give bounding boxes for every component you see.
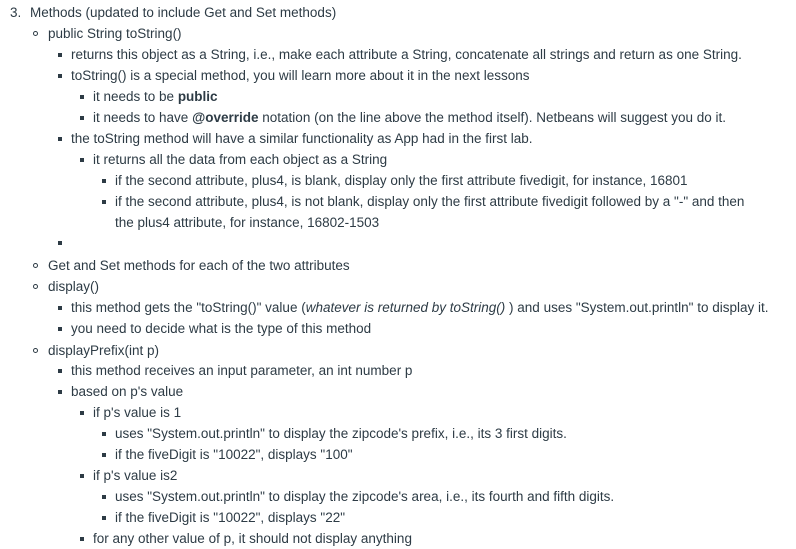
public-prefix: it needs to be (93, 89, 178, 104)
prefix-based: based on p's value (71, 384, 184, 399)
square-bullet-icon (80, 411, 84, 415)
square-bullet-icon (80, 537, 84, 541)
tostring-public-line (93, 86, 218, 107)
prefix-if2: if p's value is2 (93, 468, 178, 483)
tostring-notblank-case-line1: if the second attribute, plus4, is not blank, display only the first attribute fivedigit followed by a "-" and then (115, 194, 745, 209)
public-keyword: public (177, 89, 218, 104)
display-gets-suffix: ) and uses "System.out.println" to display it. (505, 300, 769, 315)
square-bullet-icon (102, 200, 106, 204)
square-bullet-icon (80, 116, 84, 120)
square-bullet-icon (58, 74, 62, 78)
square-bullet-icon (58, 137, 62, 141)
prefix-receives: this method receives an input parameter, an int number p (71, 363, 413, 378)
tostring-override-line (93, 107, 726, 128)
prefix-if2-example: if the fiveDigit is "10022", displays "22" (115, 510, 346, 525)
tostring-notblank-case-line2: the plus4 attribute, for instance, 16802-1503 (115, 215, 380, 230)
display-gets-prefix: this method gets the "toString()" value ( (71, 300, 306, 315)
square-bullet-icon (80, 474, 84, 478)
prefix-header: displayPrefix(int p) (48, 343, 160, 358)
square-bullet-icon (58, 53, 62, 57)
tostring-similar: the toString method will have a similar functionality as App had in the first lab. (71, 131, 533, 146)
square-bullet-icon (58, 369, 62, 373)
prefix-if1: if p's value is 1 (93, 405, 182, 420)
display-gets-line (71, 297, 769, 318)
item-title: Methods (updated to include Get and Set methods) (30, 5, 337, 20)
prefix-other: for any other value of p, it should not display anything (93, 531, 412, 546)
tostring-blank-case: if the second attribute, plus4, is blank, display only the first attribute fivedigit, for instance, 16801 (115, 173, 688, 188)
circle-bullet-icon (33, 284, 38, 289)
square-bullet-icon (80, 95, 84, 99)
getset-item: Get and Set methods for each of the two attributes (48, 258, 350, 273)
tostring-returns-all: it returns all the data from each object as a String (93, 152, 388, 167)
circle-bullet-icon (33, 263, 38, 268)
square-bullet-icon (102, 453, 106, 457)
tostring-returns: returns this object as a String, i.e., make each attribute a String, concatenate all strings and return as one String. (71, 47, 742, 62)
square-bullet-icon (58, 390, 62, 394)
square-bullet-icon (58, 306, 62, 310)
circle-bullet-icon (33, 348, 38, 353)
square-bullet-icon (80, 158, 84, 162)
tostring-special: toString() is a special method, you will learn more about it in the next lessons (71, 68, 530, 83)
display-gets-italic: whatever is returned by toString() (305, 300, 506, 315)
square-bullet-icon (102, 179, 106, 183)
square-bullet-icon (58, 327, 62, 331)
square-bullet-icon (58, 241, 62, 245)
display-header: display() (48, 279, 100, 294)
prefix-if2-uses: uses "System.out.println" to display the zipcode's area, i.e., its fourth and fifth digits. (115, 489, 615, 504)
square-bullet-icon (102, 516, 106, 520)
item-number: 3. (10, 5, 22, 20)
override-keyword: @override (192, 110, 259, 125)
display-decide: you need to decide what is the type of this method (71, 321, 372, 336)
override-prefix: it needs to have (93, 110, 193, 125)
square-bullet-icon (102, 432, 106, 436)
circle-bullet-icon (33, 31, 38, 36)
override-suffix: notation (on the line above the method itself). Netbeans will suggest you do it. (258, 110, 727, 125)
square-bullet-icon (102, 495, 106, 499)
prefix-if1-uses: uses "System.out.println" to display the zipcode's prefix, i.e., its 3 first digits. (115, 426, 567, 441)
prefix-if1-example: if the fiveDigit is "10022", displays "100" (115, 447, 353, 462)
tostring-header: public String toString() (48, 26, 182, 41)
